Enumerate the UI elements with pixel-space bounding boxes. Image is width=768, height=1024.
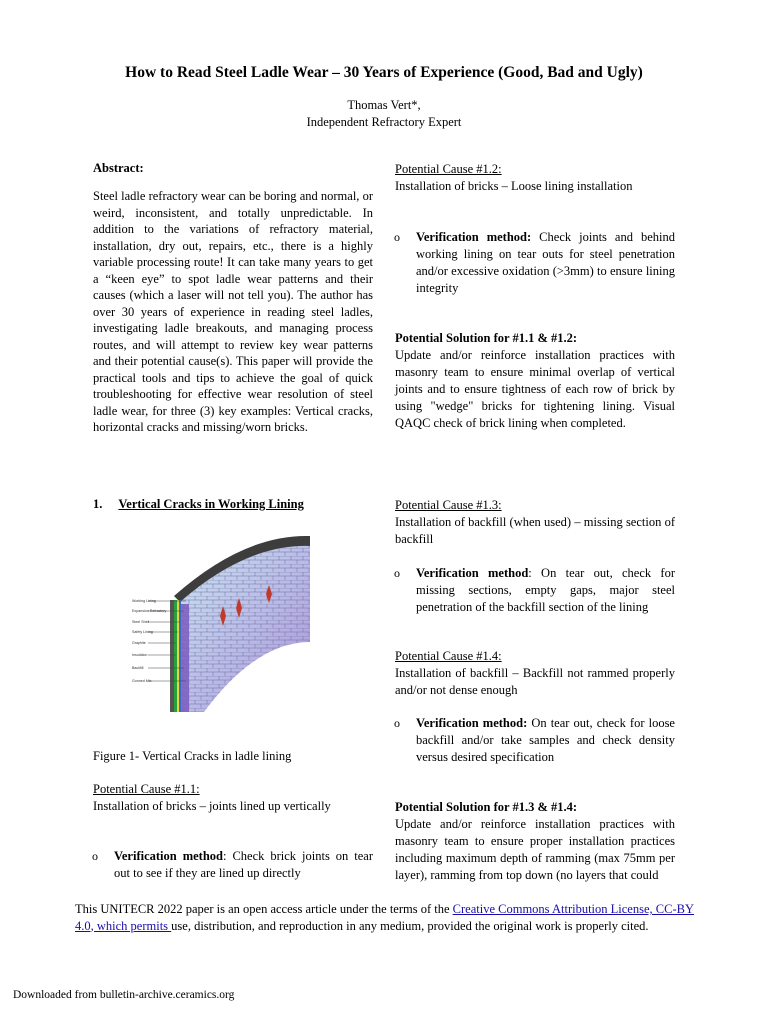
- figure-label: Expansion Refractory: [132, 609, 167, 613]
- license-note: This UNITECR 2022 paper is an open access article under the terms of the Creative Commons Attribution License, CC-BY 4.0, which permits use, distribution, and reproduction in any medium, provided the original work is properly cited.: [75, 901, 697, 934]
- figure-label: Steel Shell: [132, 620, 150, 624]
- solution-1-1-1-2-heading: Potential Solution for #1.1 & #1.2:: [395, 331, 578, 345]
- cause-1-4-text: Installation of backfill – Backfill not rammed properly and/or not dense enough: [395, 666, 675, 697]
- ladle-lining-diagram: [96, 524, 314, 734]
- figure-label: Working Lining: [132, 599, 156, 603]
- figure-label: Safety Lining: [132, 630, 153, 634]
- verification-text: Check joints and behind working lining on tear outs for steel penetration and/or excessive oxidation (>3mm) to ensure lining integrity: [416, 230, 675, 295]
- figure-caption: Figure 1- Vertical Cracks in ladle lining: [93, 749, 292, 763]
- verification-text: : Check brick joints on tear out to see if they are lined up directly: [114, 849, 373, 880]
- cause-1-4-heading: Potential Cause #1.4:: [395, 649, 502, 663]
- verification-label: Verification method:: [416, 716, 528, 730]
- cause-1-4-verification: [390, 715, 675, 766]
- figure-label: Graphite: [132, 641, 146, 645]
- figure-label: Insulation: [132, 653, 148, 657]
- cause-1-1-verification: [88, 848, 373, 882]
- ladle-lining-figure: [96, 524, 314, 734]
- section-1-heading: [93, 496, 373, 513]
- cause-1-3-heading: Potential Cause #1.3:: [395, 498, 502, 512]
- verification-label: Verification method: [416, 566, 529, 580]
- section-number: 1.: [93, 497, 103, 511]
- abstract-text: Steel ladle refractory wear can be boring and normal, or weird, inconsistent, and totally unpredictable. In addition to the variations of refractory material, installation, dry out, repairs, etc., there is a highly variable processing route! It can take many years to get a “keen eye” to spot ladle wear patterns and their causes (which a laser will not tell you). The author has over 30 years of experience in reading steel ladles, investigating ladle breakouts, and managing process routes, and will attempt to review key wear patterns and their potential cause(s). This paper will provide the practical tools and tips to achieve the goal of quick troubleshooting for effective wear resolution of steel ladle wear, for three (3) key examples: Vertical cracks, horizontal cracks and missing/worn bricks.: [93, 189, 373, 434]
- verification-text: : On tear out, check for missing sections, empty gaps, major steel penetration of the backfill section of the lining: [416, 566, 675, 614]
- verification-label: Verification method:: [416, 230, 532, 244]
- verification-text: On tear out, check for loose backfill and/or take samples and check density versus desired specification: [416, 716, 675, 764]
- paper-title: How to Read Steel Ladle Wear – 30 Years of Experience (Good, Bad and Ugly): [125, 64, 643, 81]
- author-block: [0, 97, 768, 131]
- figure-label: Gunned Mix: [132, 679, 152, 683]
- bullet-icon: o: [394, 566, 400, 580]
- cause-1-2-text: Installation of bricks – Loose lining installation: [395, 179, 633, 193]
- download-source: Downloaded from bulletin-archive.ceramics.org: [13, 989, 235, 1001]
- bullet-icon: o: [92, 849, 98, 863]
- author-name: Thomas Vert*,: [347, 98, 421, 112]
- cc-license-link[interactable]: Creative Commons Attribution License, CC-BY 4.0, which permits: [75, 902, 694, 933]
- solution-1-3-1-4-text: Update and/or reinforce installation practices with masonry team to ensure proper installation practices including maximum depth of ramming (max 75mm per layer), ramming from top down (no layers that could: [395, 817, 675, 882]
- cause-1-1-heading: Potential Cause #1.1:: [93, 782, 200, 796]
- cause-1-2-heading: Potential Cause #1.2:: [395, 162, 502, 176]
- verification-label: Verification method: [114, 849, 223, 863]
- cause-1-3-verification: [390, 565, 675, 616]
- bullet-icon: o: [394, 230, 400, 244]
- figure-label: Backfill: [132, 666, 144, 670]
- bullet-icon: o: [394, 716, 400, 730]
- cause-1-3-text: Installation of backfill (when used) – missing section of backfill: [395, 515, 675, 546]
- solution-1-1-1-2-text: Update and/or reinforce installation practices with masonry team to ensure minimal overlap of vertical joints and to ensure tightness of each row of brick by using "wedge" bricks for tightening lining. Visual QAQC check of brick lining when completed.: [395, 348, 675, 430]
- solution-1-3-1-4-heading: Potential Solution for #1.3 & #1.4:: [395, 800, 578, 814]
- cause-1-1-text: Installation of bricks – joints lined up vertically: [93, 799, 331, 813]
- cause-1-2-verification: [390, 229, 675, 297]
- section-title: Vertical Cracks in Working Lining: [118, 497, 304, 511]
- author-affiliation: Independent Refractory Expert: [306, 115, 462, 129]
- abstract-heading: Abstract:: [93, 161, 144, 175]
